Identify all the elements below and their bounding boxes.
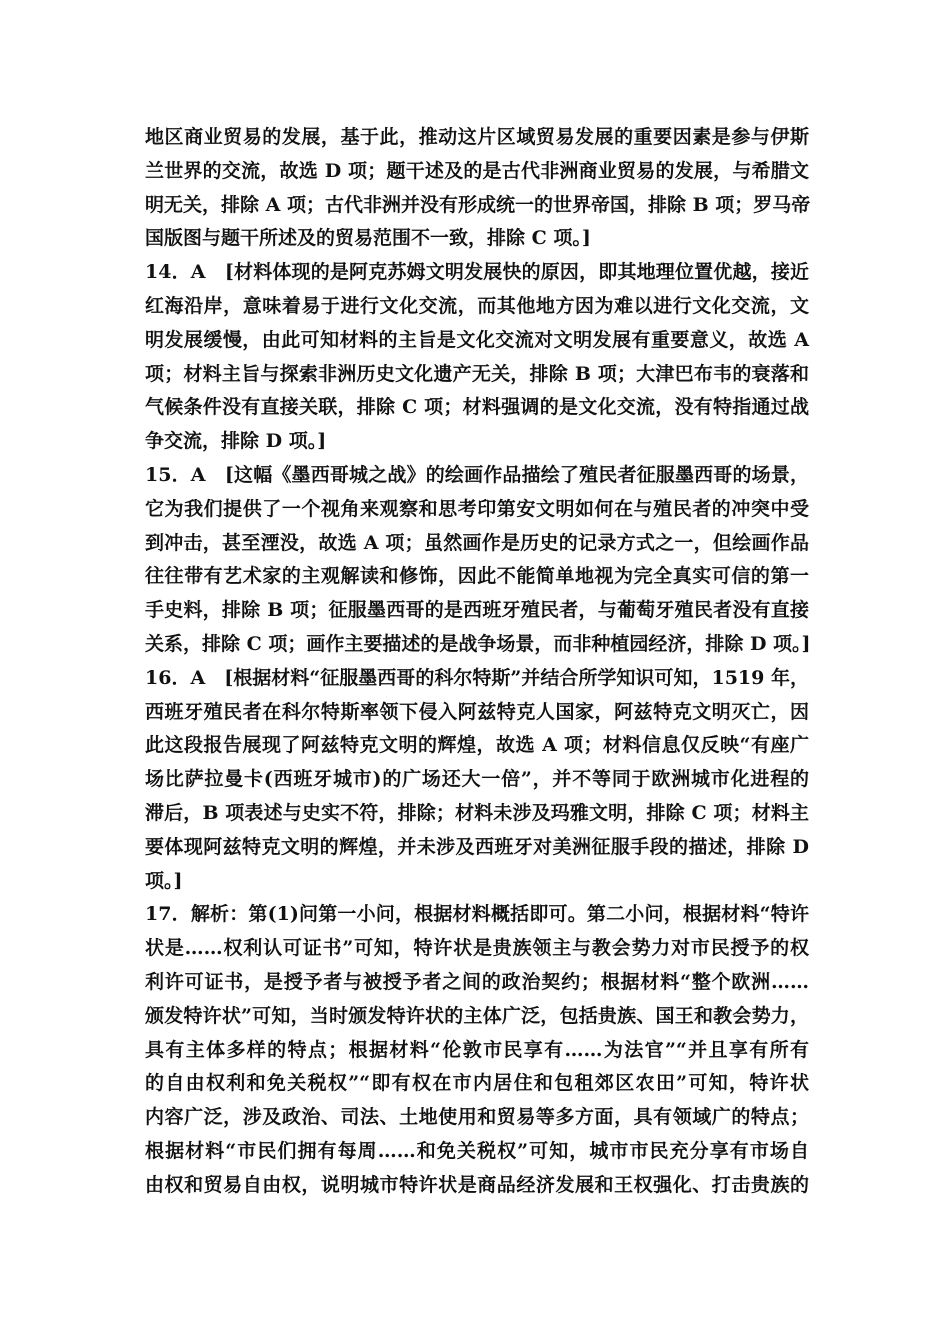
- text-line: 到冲击，甚至湮没，故选 A 项；虽然画作是历史的记录方式之一，但绘画作品: [145, 531, 809, 554]
- text-line: 滞后，B 项表述与史实不符，排除；材料未涉及玛雅文明，排除 C 项；材料主: [145, 801, 809, 824]
- text-line: 此这段报告展现了阿兹特克文明的辉煌，故选 A 项；材料信息仅反映“有座广: [145, 734, 809, 757]
- text-line: 往往带有艺术家的主观解读和修饰，因此不能简单地视为完全真实可信的第一: [145, 565, 809, 588]
- text-line: 兰世界的交流，故选 D 项；题干述及的是古代非洲商业贸易的发展，与希腊文: [145, 159, 809, 182]
- text-line: 具有主体多样的特点；根据材料“伦敦市民享有……为法官”“并且享有所有: [145, 1038, 809, 1061]
- text-line: 利许可证书，是授予者与被授予者之间的政治契约；根据材料“整个欧洲……: [145, 970, 809, 993]
- text-line: 国版图与题干所述及的贸易范围不一致，排除 C 项。]: [145, 227, 591, 250]
- text-line: 场比萨拉曼卡(西班牙城市)的广场还大一倍”，并不等同于欧洲城市化进程的: [145, 768, 809, 791]
- text-line: 的自由权利和免关税权”“即有权在市内居住和包租郊区农田”可知，特许状: [145, 1072, 809, 1095]
- text-line: 争交流，排除 D 项。]: [145, 430, 327, 453]
- text-line: 气候条件没有直接关联，排除 C 项；材料强调的是文化交流，没有特指通过战: [145, 396, 809, 419]
- text-line: 西班牙殖民者在科尔特斯率领下侵入阿兹特克人国家，阿兹特克文明灭亡，因: [145, 700, 809, 723]
- text-line: 项；材料主旨与探索非洲历史文化遗产无关，排除 B 项；大津巴布韦的衰落和: [145, 362, 809, 385]
- text-line: 由权和贸易自由权，说明城市特许状是商品经济发展和王权强化、打击贵族的: [145, 1173, 809, 1196]
- text-line: 颁发特许状”可知，当时颁发特许状的主体广泛，包括贵族、国王和教会势力，: [145, 1004, 809, 1027]
- text-line: 状是……权利认可证书”可知，特许状是贵族领主与教会势力对市民授予的权: [145, 937, 809, 960]
- text-line: 项。]: [145, 869, 183, 892]
- text-line: 根据材料“市民们拥有每周……和免关税权”可知，城市市民充分享有市场自: [145, 1139, 809, 1162]
- answer-explanations-document: [145, 121, 809, 1203]
- text-line: 内容广泛，涉及政治、司法、土地使用和贸易等多方面，具有领域广的特点；: [145, 1106, 809, 1129]
- text-line: 明无关，排除 A 项；古代非洲并没有形成统一的世界帝国，排除 B 项；罗马帝: [145, 193, 811, 216]
- text-line: 它为我们提供了一个视角来观察和思考印第安文明如何在与殖民者的冲突中受: [145, 497, 809, 520]
- text-line: 16．A [根据材料“征服墨西哥的科尔特斯”并结合所学知识可知，1519 年，: [145, 666, 809, 689]
- text-line: 红海沿岸，意味着易于进行文化交流，而其他地方因为难以进行文化交流，文: [145, 294, 809, 317]
- text-line: 要体现阿兹特克文明的辉煌，并未涉及西班牙对美洲征服手段的描述，排除 D: [145, 835, 809, 858]
- text-line: 明发展缓慢，由此可知材料的主旨是文化交流对文明发展有重要意义，故选 A: [145, 328, 809, 351]
- text-line: 15．A [这幅《墨西哥城之战》的绘画作品描绘了殖民者征服墨西哥的场景，: [145, 463, 809, 486]
- text-line: 17．解析：第(1)问第一小问，根据材料概括即可。第二小问，根据材料“特许: [145, 903, 809, 926]
- text-line: 手史料，排除 B 项；征服墨西哥的是西班牙殖民者，与葡萄牙殖民者没有直接: [145, 599, 809, 622]
- text-line: 14．A [材料体现的是阿克苏姆文明发展快的原因，即其地理位置优越，接近: [145, 261, 809, 284]
- text-line: 地区商业贸易的发展，基于此，推动这片区域贸易发展的重要因素是参与伊斯: [145, 126, 809, 148]
- text-line: 关系，排除 C 项；画作主要描述的是战争场景，而非种植园经济，排除 D 项。]: [145, 632, 811, 655]
